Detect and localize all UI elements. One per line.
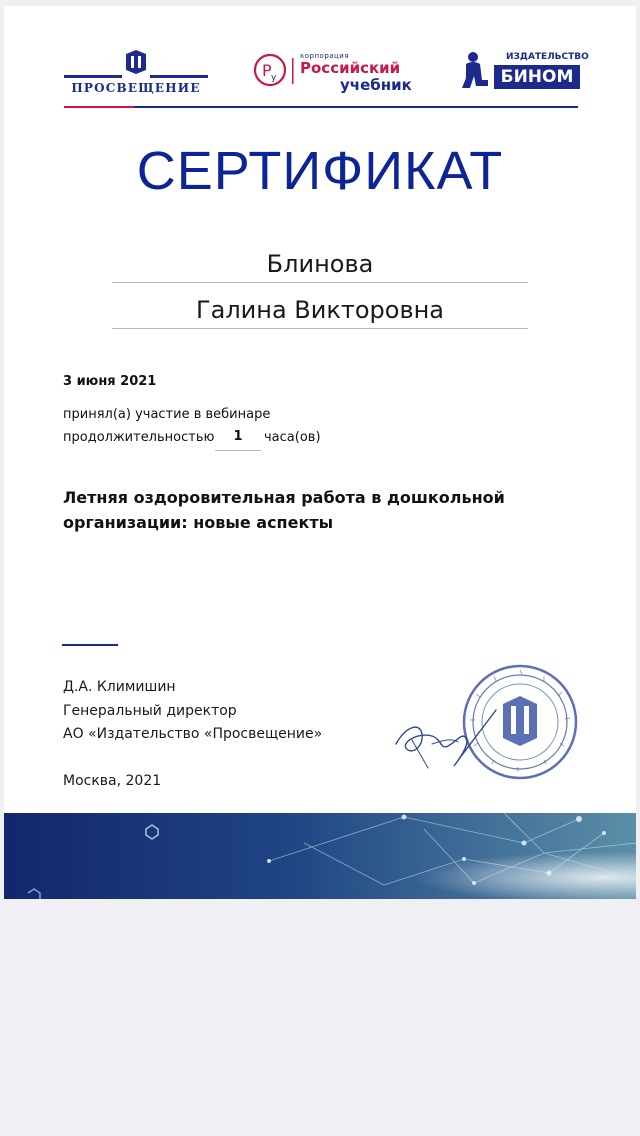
header-divider — [64, 106, 578, 108]
recipient-first-names: Галина Викторовна — [112, 296, 528, 329]
binom-wordmark: БИНОМ — [494, 65, 580, 89]
svg-text:у: у — [271, 73, 277, 83]
binom-logo — [458, 50, 589, 96]
header-divider-accent — [64, 106, 134, 108]
rosuchebnik-line1: Российский — [300, 59, 401, 77]
rosuchebnik-logo — [250, 50, 418, 94]
footer-network-band — [4, 813, 636, 899]
svg-text:Р: Р — [262, 61, 272, 80]
rosuchebnik-caption: корпорация — [300, 52, 350, 60]
certificate-page — [4, 6, 636, 899]
certificate-title: СЕРТИФИКАТ — [136, 141, 504, 201]
binom-caption: ИЗДАТЕЛЬСТВО — [506, 52, 589, 62]
duration-unit: часа(ов) — [264, 430, 321, 445]
binom-figure-icon — [458, 50, 492, 92]
prosveshchenie-emblem-icon — [64, 50, 208, 80]
prosveshchenie-logo — [64, 50, 208, 102]
rosuchebnik-emblem-icon — [250, 50, 296, 90]
event-date: 3 июня 2021 — [63, 374, 157, 389]
signatory-position: Генеральный директор — [63, 703, 237, 719]
duration-label: продолжительностью — [63, 430, 215, 445]
signatory-name: Д.А. Климишин — [63, 679, 176, 695]
signatory-company: АО «Издательство «Просвещение» — [63, 726, 323, 742]
signature-rule — [62, 644, 118, 646]
webinar-topic: Летняя оздоровительная работа в дошкольной организации: новые аспекты — [63, 488, 505, 532]
rosuchebnik-line2: учебник — [340, 76, 412, 94]
handwritten-signature — [392, 704, 504, 772]
prosveshchenie-wordmark: ПРОСВЕЩЕНИЕ — [71, 81, 201, 95]
duration-value: 1 — [215, 429, 261, 451]
participation-text: принял(а) участие в вебинаре — [63, 407, 271, 422]
place-year: Москва, 2021 — [63, 773, 162, 789]
recipient-last-name: Блинова — [112, 250, 528, 283]
